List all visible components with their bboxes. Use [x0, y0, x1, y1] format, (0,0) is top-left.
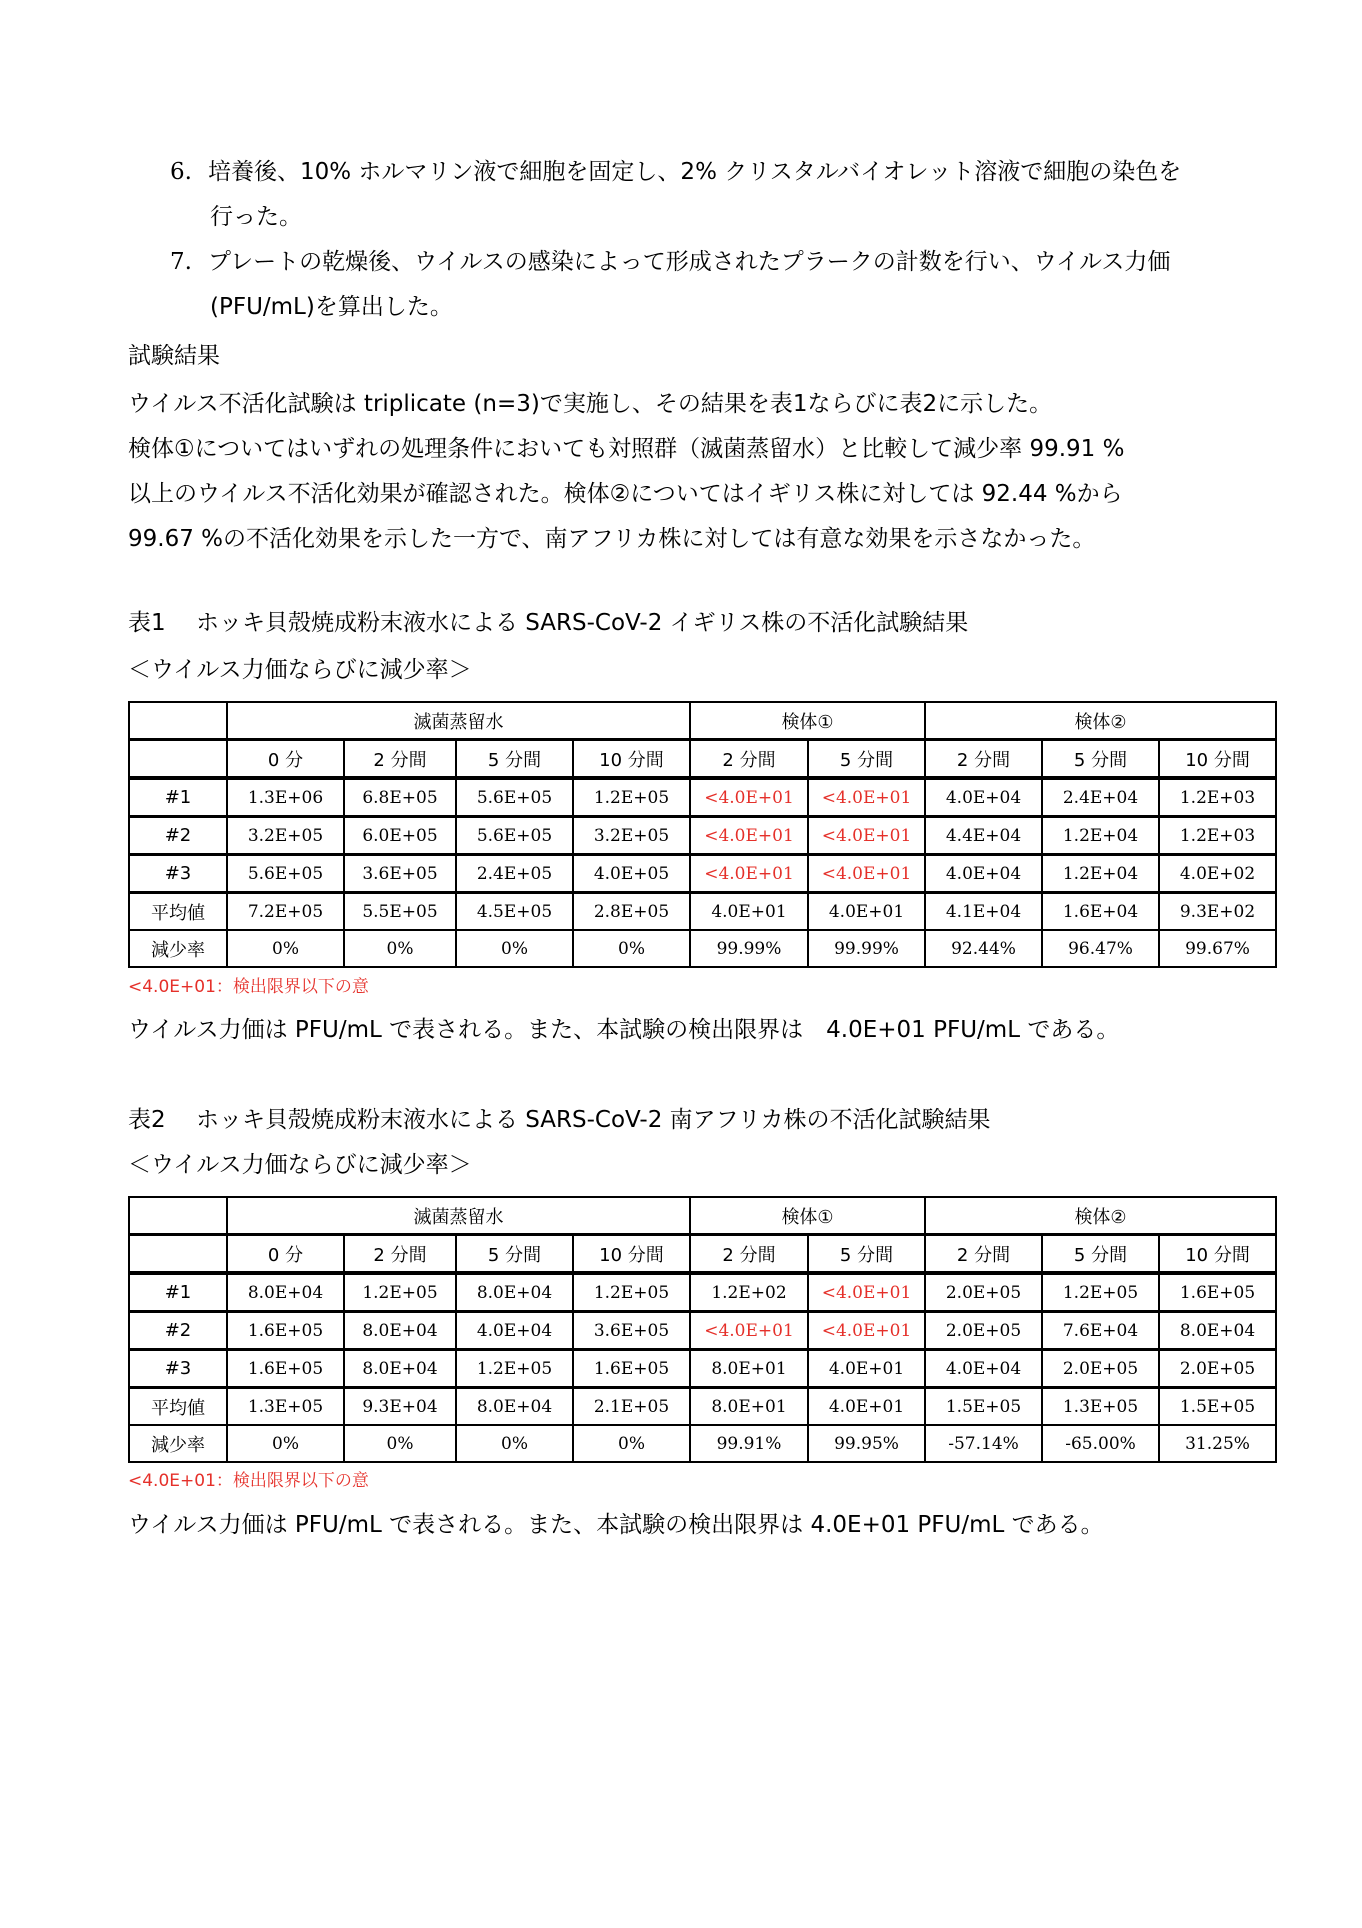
- row-label-cell: #2: [129, 1312, 227, 1350]
- step7-line1: [170, 247, 1170, 277]
- value-cell: 2.4E+04: [1042, 778, 1159, 817]
- value-cell: 96.47%: [1042, 930, 1159, 967]
- row-label-cell: 平均値: [129, 1388, 227, 1426]
- time-header-cell: 5 分間: [808, 740, 925, 779]
- value-cell: 4.0E+01: [690, 893, 808, 931]
- value-cell: 1.3E+05: [1042, 1388, 1159, 1426]
- value-cell: 4.0E+01: [808, 1388, 925, 1426]
- table-row: [129, 778, 1276, 817]
- time-header-cell: 5 分間: [1042, 1235, 1159, 1274]
- value-cell: 3.6E+05: [344, 855, 456, 893]
- value-cell: 2.0E+05: [1159, 1350, 1276, 1388]
- table-row: [129, 817, 1276, 855]
- row-label-cell: #3: [129, 855, 227, 893]
- value-cell: 1.2E+04: [1042, 817, 1159, 855]
- value-cell: <4.0E+01: [690, 778, 808, 817]
- table2-title: 表2 ホッキ貝殻焼成粉末液水による SARS-CoV-2 南アフリカ株の不活化試験結果: [128, 1107, 991, 1133]
- value-cell: <4.0E+01: [690, 855, 808, 893]
- value-cell: 4.0E+04: [925, 1350, 1042, 1388]
- value-cell: 0%: [227, 1425, 344, 1462]
- time-header-cell: 0 分: [227, 740, 344, 779]
- value-cell: <4.0E+01: [808, 778, 925, 817]
- value-cell: 4.0E+04: [925, 778, 1042, 817]
- value-cell: 1.2E+05: [1042, 1273, 1159, 1312]
- value-cell: 6.0E+05: [344, 817, 456, 855]
- value-cell: 8.0E+01: [690, 1388, 808, 1426]
- value-cell: 4.4E+04: [925, 817, 1042, 855]
- step6-number: 6.: [170, 159, 192, 185]
- value-cell: 0%: [456, 1425, 573, 1462]
- row-label-cell: 平均値: [129, 893, 227, 931]
- value-cell: 2.1E+05: [573, 1388, 690, 1426]
- value-cell: 8.0E+04: [456, 1273, 573, 1312]
- value-cell: 5.6E+05: [227, 855, 344, 893]
- value-cell: <4.0E+01: [690, 817, 808, 855]
- value-cell: <4.0E+01: [808, 1312, 925, 1350]
- value-cell: 2.0E+05: [925, 1273, 1042, 1312]
- value-cell: 6.8E+05: [344, 778, 456, 817]
- value-cell: 2.0E+05: [1042, 1350, 1159, 1388]
- value-cell: 2.8E+05: [573, 893, 690, 931]
- table2-results: [128, 1196, 1277, 1463]
- table-row: [129, 1350, 1276, 1388]
- row-label-cell: #1: [129, 778, 227, 817]
- table2-note: <4.0E+01：検出限界以下の意: [128, 1471, 369, 1491]
- value-cell: 1.6E+05: [573, 1350, 690, 1388]
- time-header-cell: 10 分間: [573, 740, 690, 779]
- table-row: [129, 1425, 1276, 1462]
- time-header-cell: 5 分間: [808, 1235, 925, 1274]
- group-header-cell: 滅菌蒸留水: [227, 702, 690, 740]
- row-label-cell: 減少率: [129, 930, 227, 967]
- value-cell: 1.2E+05: [573, 1273, 690, 1312]
- value-cell: 99.99%: [808, 930, 925, 967]
- value-cell: 3.2E+05: [227, 817, 344, 855]
- value-cell: 4.1E+04: [925, 893, 1042, 931]
- time-header-cell: 5 分間: [1042, 740, 1159, 779]
- value-cell: <4.0E+01: [808, 1273, 925, 1312]
- value-cell: <4.0E+01: [808, 817, 925, 855]
- group-header-cell: 検体①: [690, 1197, 925, 1235]
- value-cell: 0%: [573, 1425, 690, 1462]
- value-cell: 1.5E+05: [925, 1388, 1042, 1426]
- table2-subtitle: ＜ウイルス力価ならびに減少率＞: [128, 1152, 472, 1178]
- value-cell: 1.2E+05: [456, 1350, 573, 1388]
- group-header-cell: 検体②: [925, 702, 1276, 740]
- step7-text: プレートの乾燥後、ウイルスの感染によって形成されたプラークの計数を行い、ウイルス力価: [208, 249, 1171, 275]
- table2-footer: ウイルス力価は PFU/mL で表される。また、本試験の検出限界は 4.0E+01 PFU/mL である。: [128, 1512, 1104, 1538]
- value-cell: 1.2E+03: [1159, 778, 1276, 817]
- value-cell: 99.95%: [808, 1425, 925, 1462]
- row-label-cell: #3: [129, 1350, 227, 1388]
- value-cell: 8.0E+04: [1159, 1312, 1276, 1350]
- time-header-cell: 10 分間: [573, 1235, 690, 1274]
- results-paragraph-line2: 検体①についてはいずれの処理条件においても対照群（滅菌蒸留水）と比較して減少率 99.91 %: [128, 436, 1125, 462]
- group-header-row: [129, 1197, 1276, 1235]
- value-cell: 0%: [344, 930, 456, 967]
- value-cell: 7.6E+04: [1042, 1312, 1159, 1350]
- step6-line1: [170, 157, 1181, 187]
- value-cell: 7.2E+05: [227, 893, 344, 931]
- results-paragraph-line1: ウイルス不活化試験は triplicate (n=3)で実施し、その結果を表1ならびに表2に示した。: [128, 391, 1053, 417]
- value-cell: 4.0E+05: [573, 855, 690, 893]
- time-header-cell: 10 分間: [1159, 1235, 1276, 1274]
- value-cell: 1.2E+04: [1042, 855, 1159, 893]
- time-header-cell: 2 分間: [925, 1235, 1042, 1274]
- row-label-cell: #2: [129, 817, 227, 855]
- value-cell: 8.0E+04: [227, 1273, 344, 1312]
- group-header-cell: 検体②: [925, 1197, 1276, 1235]
- value-cell: 0%: [344, 1425, 456, 1462]
- value-cell: 3.6E+05: [573, 1312, 690, 1350]
- value-cell: -65.00%: [1042, 1425, 1159, 1462]
- row-label-cell: #1: [129, 1273, 227, 1312]
- table1-note: <4.0E+01：検出限界以下の意: [128, 977, 369, 997]
- group-header-cell: 滅菌蒸留水: [227, 1197, 690, 1235]
- group-header-cell: 検体①: [690, 702, 925, 740]
- value-cell: 8.0E+01: [690, 1350, 808, 1388]
- table1-subtitle: ＜ウイルス力価ならびに減少率＞: [128, 657, 472, 683]
- value-cell: 1.6E+04: [1042, 893, 1159, 931]
- corner-cell: [129, 1197, 227, 1235]
- value-cell: 99.67%: [1159, 930, 1276, 967]
- value-cell: 0%: [573, 930, 690, 967]
- value-cell: 1.2E+05: [344, 1273, 456, 1312]
- value-cell: 3.2E+05: [573, 817, 690, 855]
- value-cell: 8.0E+04: [344, 1312, 456, 1350]
- value-cell: 9.3E+02: [1159, 893, 1276, 931]
- table1-results: [128, 701, 1277, 968]
- table1-footer: ウイルス力価は PFU/mL で表される。また、本試験の検出限界は 4.0E+01 PFU/mL である。: [128, 1017, 1120, 1043]
- value-cell: 1.3E+06: [227, 778, 344, 817]
- value-cell: 1.5E+05: [1159, 1388, 1276, 1426]
- value-cell: 1.2E+02: [690, 1273, 808, 1312]
- value-cell: -57.14%: [925, 1425, 1042, 1462]
- time-header-cell: 2 分間: [925, 740, 1042, 779]
- results-paragraph-line3: 以上のウイルス不活化効果が確認された。検体②についてはイギリス株に対しては 92.44 %から: [128, 481, 1123, 507]
- table-row: [129, 855, 1276, 893]
- time-header-cell: 2 分間: [690, 1235, 808, 1274]
- row-label-cell: 減少率: [129, 1425, 227, 1462]
- value-cell: 9.3E+04: [344, 1388, 456, 1426]
- step6-text: 培養後、10% ホルマリン液で細胞を固定し、2% クリスタルバイオレット溶液で細胞の染色を: [208, 159, 1182, 185]
- value-cell: 1.6E+05: [1159, 1273, 1276, 1312]
- value-cell: 1.2E+03: [1159, 817, 1276, 855]
- value-cell: 5.6E+05: [456, 817, 573, 855]
- value-cell: 1.2E+05: [573, 778, 690, 817]
- value-cell: 4.5E+05: [456, 893, 573, 931]
- time-header-row: [129, 1235, 1276, 1274]
- results-paragraph-line4: 99.67 %の不活化効果を示した一方で、南アフリカ株に対しては有意な効果を示さなかった。: [128, 526, 1096, 552]
- value-cell: <4.0E+01: [690, 1312, 808, 1350]
- table-row: [129, 1388, 1276, 1426]
- value-cell: 8.0E+04: [344, 1350, 456, 1388]
- value-cell: 92.44%: [925, 930, 1042, 967]
- time-header-cell: 10 分間: [1159, 740, 1276, 779]
- corner-cell: [129, 702, 227, 740]
- table-row: [129, 1273, 1276, 1312]
- value-cell: 2.4E+05: [456, 855, 573, 893]
- table-row: [129, 893, 1276, 931]
- corner-cell: [129, 740, 227, 779]
- value-cell: 31.25%: [1159, 1425, 1276, 1462]
- value-cell: 1.6E+05: [227, 1312, 344, 1350]
- step7-line2: (PFU/mL)を算出した。: [210, 294, 453, 320]
- value-cell: 8.0E+04: [456, 1388, 573, 1426]
- table1-title: 表1 ホッキ貝殻焼成粉末液水による SARS-CoV-2 イギリス株の不活化試験結果: [128, 610, 969, 636]
- value-cell: 4.0E+04: [925, 855, 1042, 893]
- time-header-cell: 2 分間: [344, 1235, 456, 1274]
- value-cell: 0%: [227, 930, 344, 967]
- corner-cell: [129, 1235, 227, 1274]
- value-cell: 1.6E+05: [227, 1350, 344, 1388]
- time-header-cell: 2 分間: [344, 740, 456, 779]
- step6-line2: 行った。: [210, 204, 302, 230]
- value-cell: 1.3E+05: [227, 1388, 344, 1426]
- table-row: [129, 930, 1276, 967]
- value-cell: 0%: [456, 930, 573, 967]
- table-row: [129, 1312, 1276, 1350]
- time-header-row: [129, 740, 1276, 779]
- time-header-cell: 2 分間: [690, 740, 808, 779]
- time-header-cell: 5 分間: [456, 740, 573, 779]
- step7-number: 7.: [170, 249, 192, 275]
- group-header-row: [129, 702, 1276, 740]
- value-cell: <4.0E+01: [808, 855, 925, 893]
- value-cell: 5.6E+05: [456, 778, 573, 817]
- value-cell: 99.99%: [690, 930, 808, 967]
- value-cell: 4.0E+01: [808, 893, 925, 931]
- time-header-cell: 5 分間: [456, 1235, 573, 1274]
- value-cell: 99.91%: [690, 1425, 808, 1462]
- value-cell: 4.0E+01: [808, 1350, 925, 1388]
- value-cell: 5.5E+05: [344, 893, 456, 931]
- value-cell: 2.0E+05: [925, 1312, 1042, 1350]
- value-cell: 4.0E+04: [456, 1312, 573, 1350]
- value-cell: 4.0E+02: [1159, 855, 1276, 893]
- time-header-cell: 0 分: [227, 1235, 344, 1274]
- results-heading: 試験結果: [128, 343, 220, 369]
